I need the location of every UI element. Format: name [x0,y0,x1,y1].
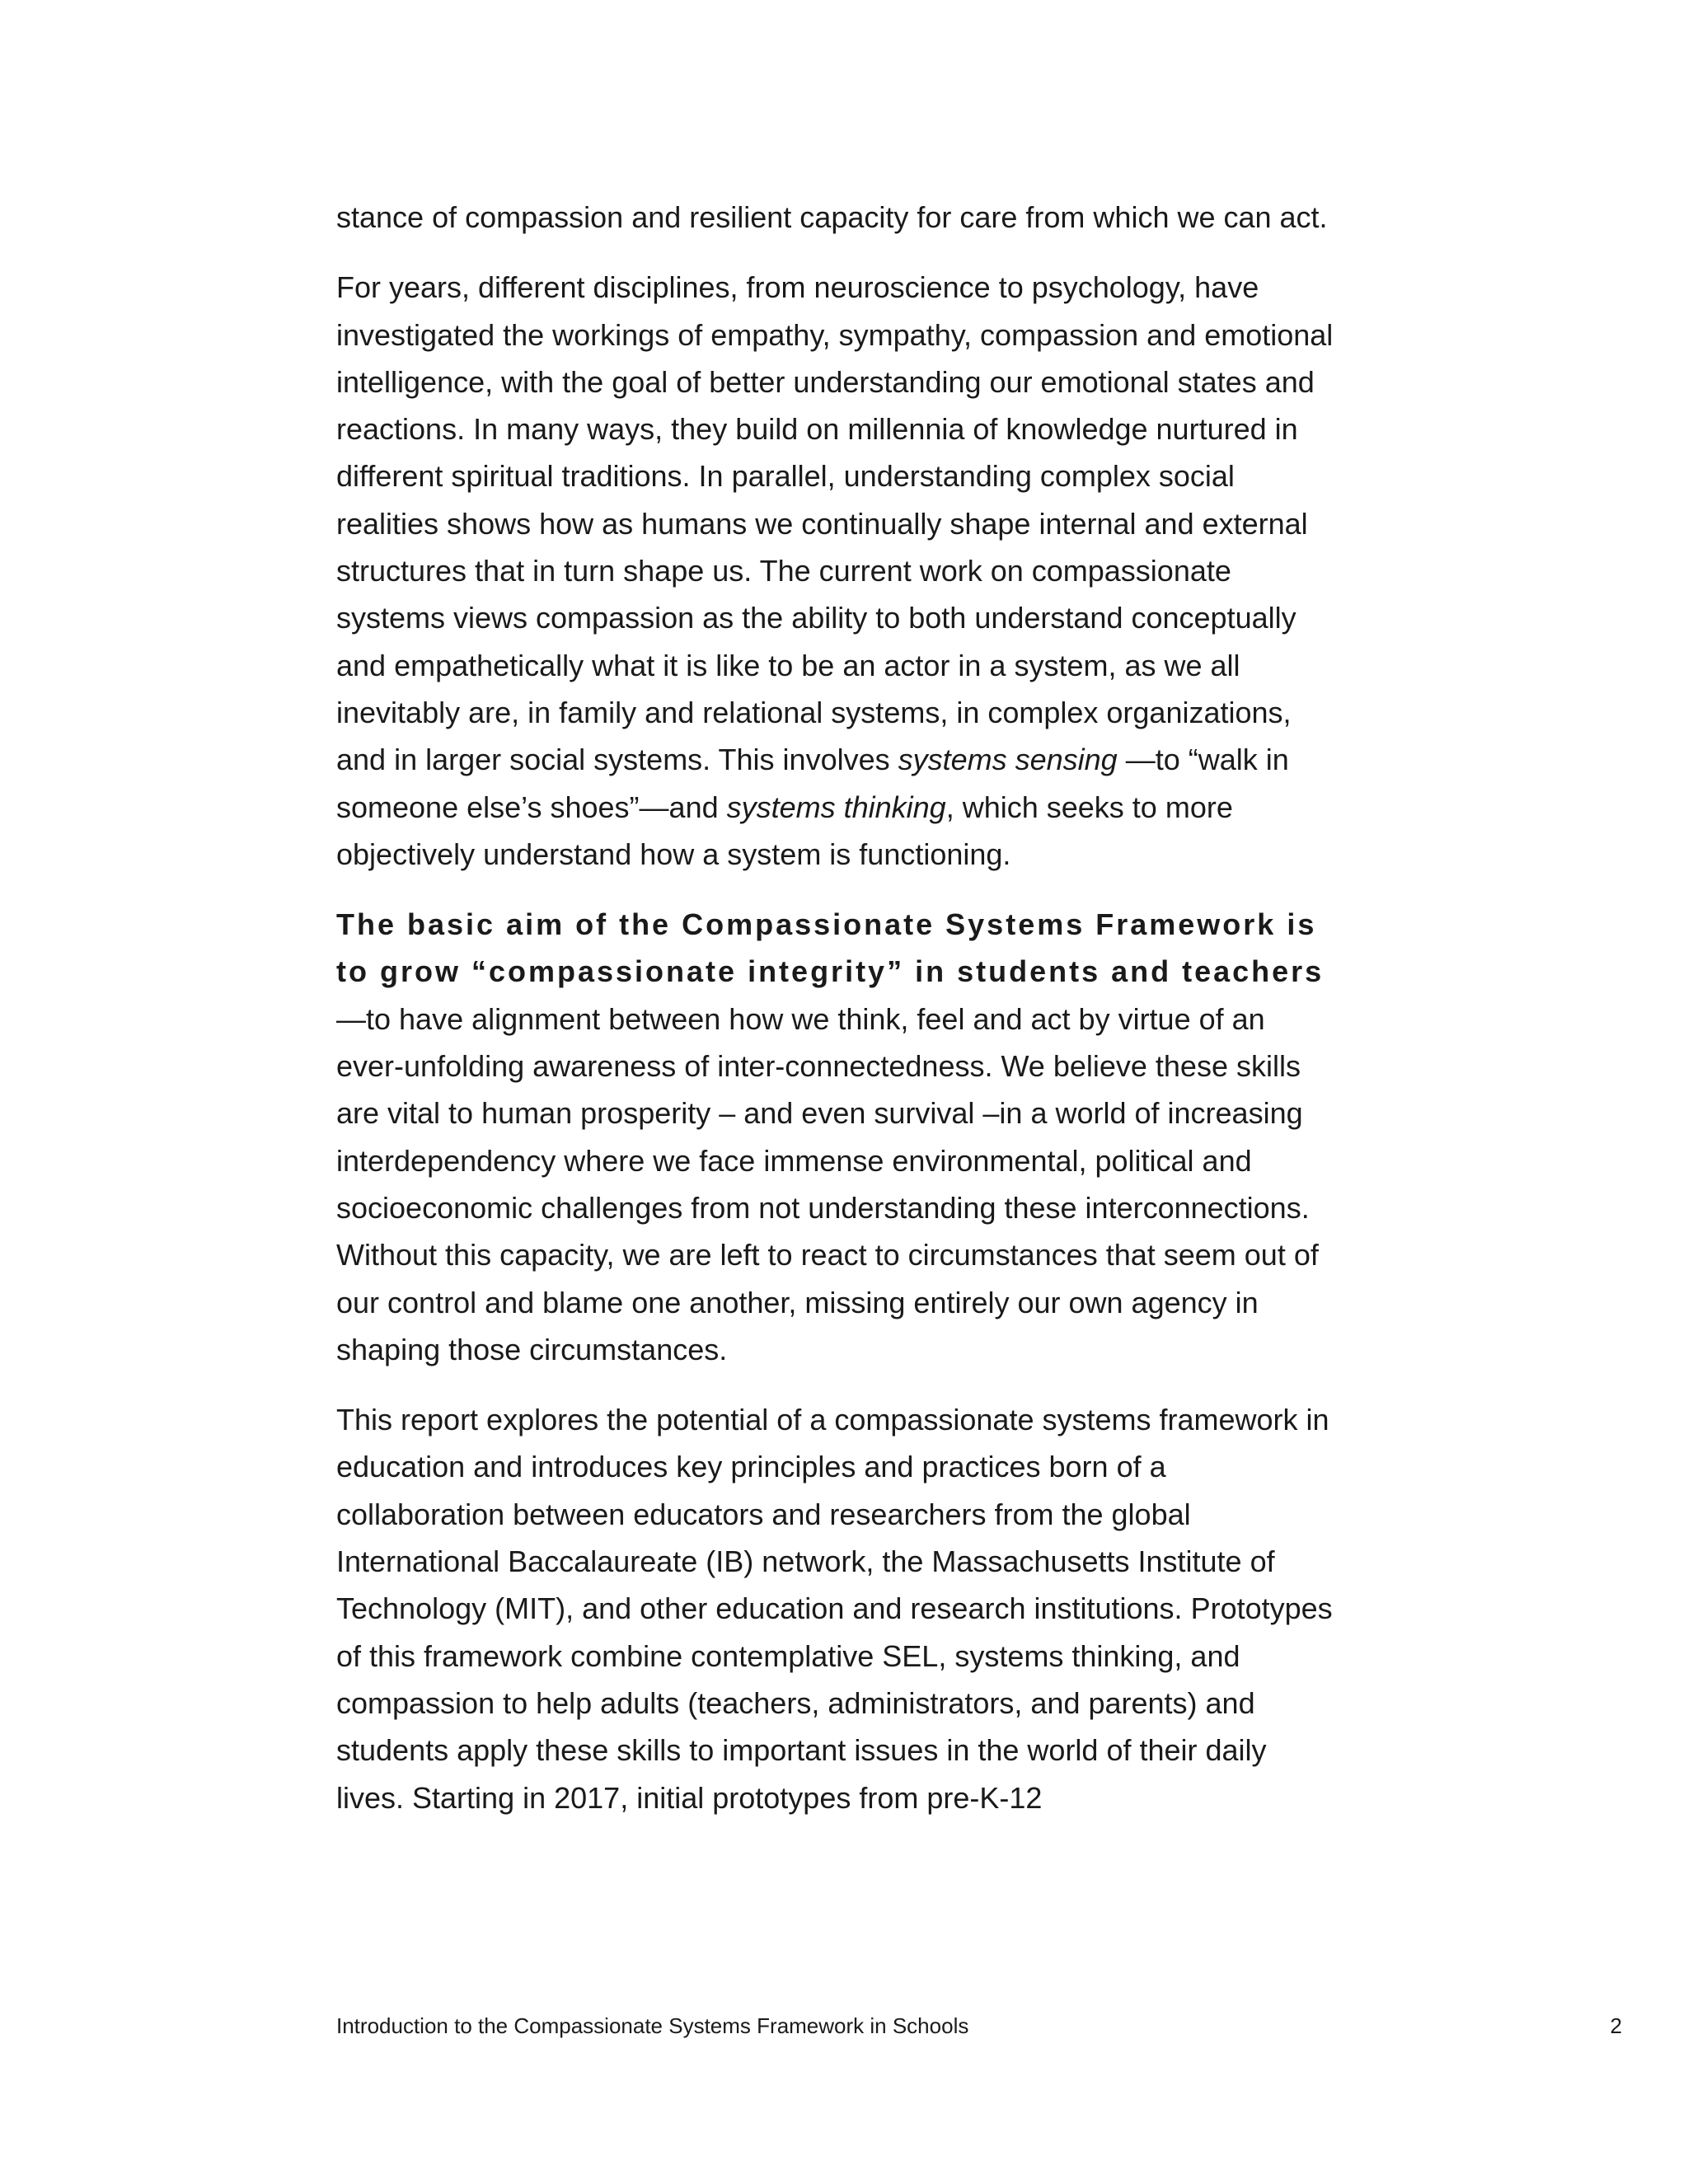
paragraph-4: This report explores the potential of a compassionate systems framework in education and introduces key principles and practices born of a collaboration between educators and researchers from the global International Baccalaureate (IB) network, the Massachusetts Institute of Technology (MIT), and other education and research institutions. Prototypes of this framework combine contemplative SEL, systems thinking, and compassion to help adults (teachers, administrators, and parents) and students apply these skills to important issues in the world of their daily lives. Starting in 2017, initial prototypes from pre-K-12 [336,1403,1333,1815]
framework-aim-statement: The basic aim of the Compassionate Systems Framework is to grow “compassionate integrity” in students and teachers [336,907,1325,989]
systems-sensing-term: systems sensing [898,743,1118,777]
paragraph-2-text-a: For years, different disciplines, from neuroscience to psychology, have investigated the workings of empathy, sympathy, compassion and emotional intelligence, with the goal of better understanding our emotional states and reactions. In many ways, they build on millennia of knowledge nurtured in different spiritual traditions. In parallel, understanding complex social realities shows how as humans we continually shape internal and external structures that in turn shape us. The current work on compassionate systems views compassion as the ability to both understand conceptually and empathetically what it is like to be an actor in a system, as we all inevitably are, in family and relational systems, in complex organizations, and in larger social systems. This involves [336,270,1334,777]
footer-document-title: Introduction to the Compassionate Systems Framework in Schools [336,2013,969,2038]
paragraph-2-text-b: —to “walk in someone else’s shoes”—and [336,743,1289,824]
paragraph-2-text-c: , which seeks to more objectively understand how a system is functioning. [336,790,1233,871]
page-number: 2 [1610,2013,1622,2038]
paragraph-3 [336,901,1338,1373]
body-text [336,194,1338,1844]
paragraph-1: stance of compassion and resilient capacity for care from which we can act. [336,200,1328,234]
paragraph-3-text: —to have alignment between how we think, feel and act by virtue of an ever-unfolding awareness of inter-connectedness. We believe these skills are vital to human prosperity – and even survival –in a world of increasing interdependency where we face immense environmental, political and socioeconomic challenges from not understanding these interconnections. Without this capacity, we are left to react to circumstances that seem out of our control and blame one another, missing entirely our own agency in shaping those circumstances. [336,1001,1319,1366]
systems-thinking-term: systems thinking [726,790,946,824]
paragraph-2 [336,264,1338,878]
